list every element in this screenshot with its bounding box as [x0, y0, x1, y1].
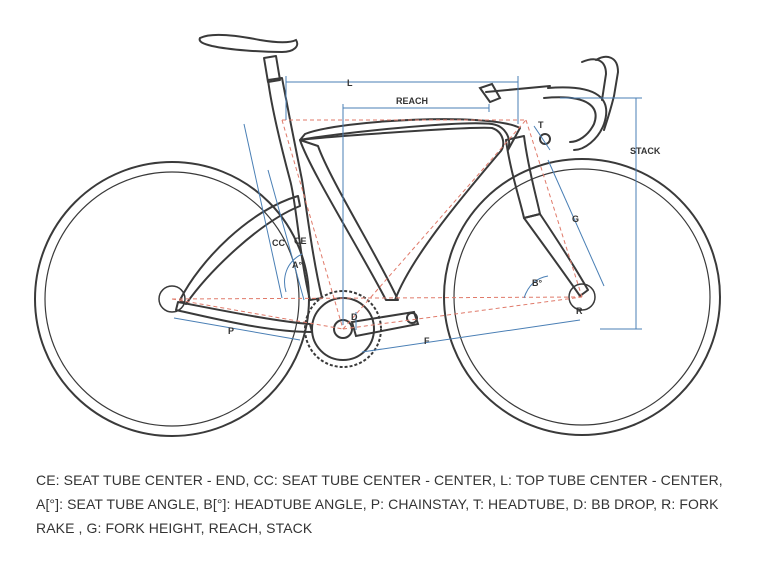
label-t: T — [538, 120, 544, 130]
label-l: L — [347, 78, 353, 88]
label-b: B° — [532, 278, 543, 288]
label-stack: STACK — [630, 146, 661, 156]
label-reach: REACH — [396, 96, 429, 106]
label-a: A° — [292, 260, 303, 270]
saddle — [200, 35, 298, 52]
label-g: G — [572, 214, 580, 224]
label-ce: CE — [294, 236, 307, 246]
label-cc: CC — [272, 238, 285, 248]
crankset — [305, 291, 418, 367]
label-f: F — [424, 336, 430, 346]
label-p: P — [228, 326, 235, 336]
geometry-legend: CE: SEAT TUBE CENTER - END, CC: SEAT TUBE CENTER - CENTER, L: TOP TUBE CENTER - CENTER, A[°]: SEAT TUBE ANGLE, B[°]: HEADTUBE ANGLE, P: CHAINSTAY, T: HEADTUBE, D: BB DROP, R: FORK RAKE , G: FORK HEIGHT, REACH, STACK — [36, 472, 723, 536]
bike-frame — [176, 56, 588, 332]
geometry-reference-lines — [172, 120, 582, 329]
label-d: D — [351, 312, 358, 322]
label-r: R — [576, 306, 583, 316]
